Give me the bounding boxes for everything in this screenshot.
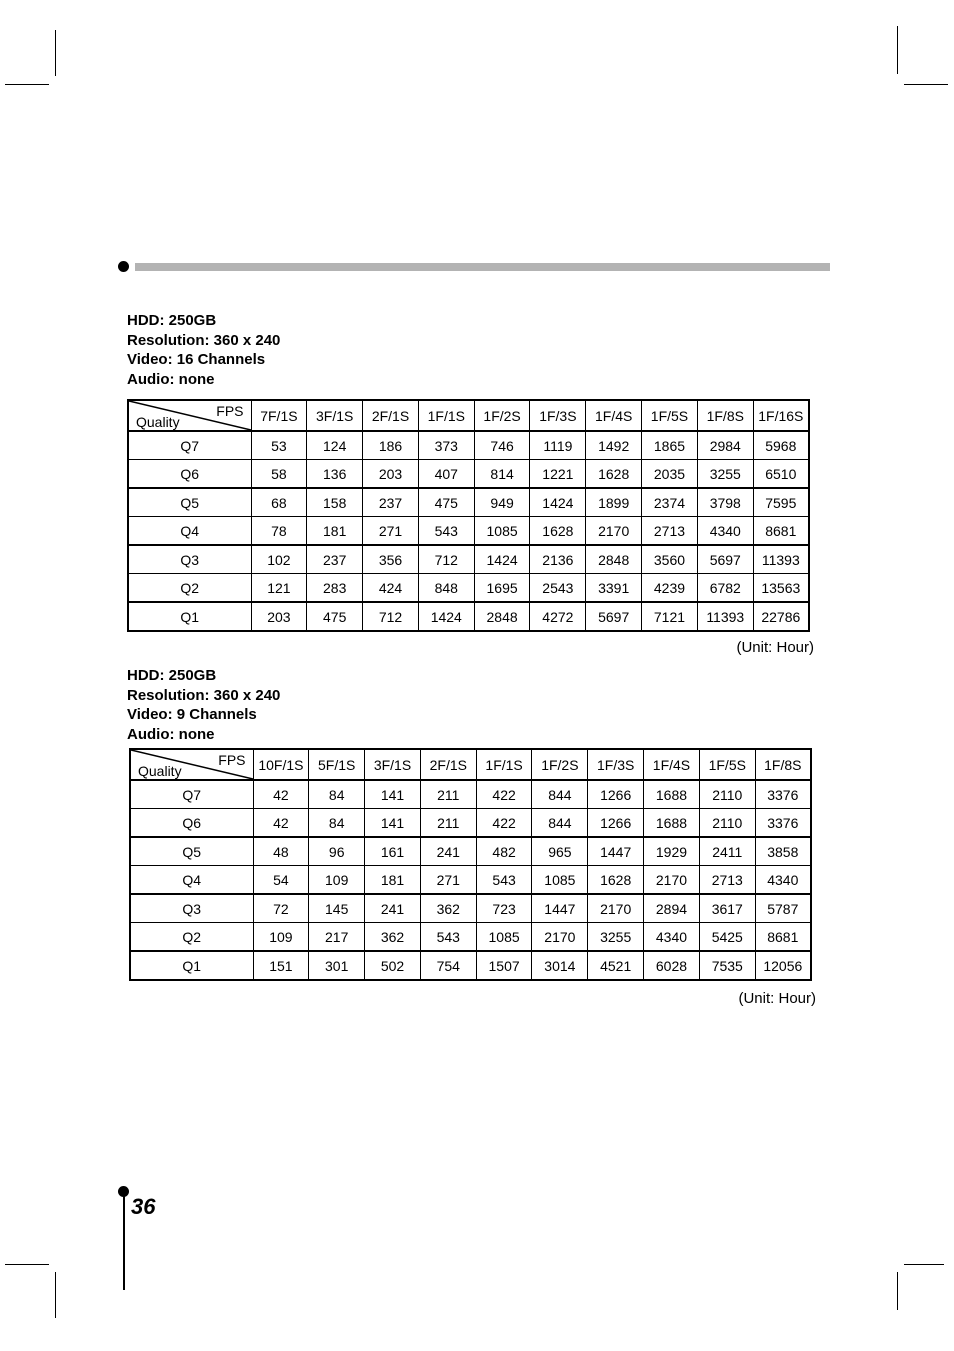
value-cell: 7121 <box>642 602 698 631</box>
value-cell: 3560 <box>642 545 698 574</box>
crop-mark <box>55 1272 56 1318</box>
value-cell: 362 <box>420 894 476 923</box>
value-cell: 151 <box>253 951 309 980</box>
value-cell: 12056 <box>755 951 811 980</box>
value-cell: 475 <box>418 488 474 517</box>
value-cell: 1266 <box>588 780 644 809</box>
value-cell: 121 <box>251 574 307 603</box>
value-cell: 4340 <box>755 866 811 895</box>
value-cell: 84 <box>309 780 365 809</box>
column-header: 1F/2S <box>532 749 588 780</box>
spec-video: Video: 16 Channels <box>127 351 266 368</box>
quality-cell: Q1 <box>130 951 253 980</box>
value-cell: 3376 <box>755 809 811 838</box>
value-cell: 237 <box>307 545 363 574</box>
value-cell: 141 <box>365 780 421 809</box>
column-header: 1F/3S <box>588 749 644 780</box>
value-cell: 2110 <box>699 780 755 809</box>
value-cell: 543 <box>420 923 476 952</box>
value-cell: 53 <box>251 431 307 460</box>
value-cell: 3014 <box>532 951 588 980</box>
value-cell: 283 <box>307 574 363 603</box>
value-cell: 422 <box>476 809 532 838</box>
value-cell: 8681 <box>753 517 809 546</box>
value-cell: 48 <box>253 837 309 866</box>
value-cell: 109 <box>309 866 365 895</box>
table-row <box>128 517 809 546</box>
page-number: 36 <box>131 1194 156 1219</box>
value-cell: 1688 <box>644 809 700 838</box>
value-cell: 965 <box>532 837 588 866</box>
value-cell: 2984 <box>697 431 753 460</box>
unit-note: (Unit: Hour) <box>736 639 814 656</box>
value-cell: 5787 <box>755 894 811 923</box>
value-cell: 424 <box>363 574 419 603</box>
table-row <box>130 780 811 809</box>
value-cell: 68 <box>251 488 307 517</box>
table-row <box>130 809 811 838</box>
spec-hdd: HDD: 250GB <box>127 312 217 329</box>
value-cell: 848 <box>418 574 474 603</box>
quality-cell: Q2 <box>130 923 253 952</box>
table-row <box>128 460 809 489</box>
table-header-row <box>130 749 811 780</box>
quality-cell: Q6 <box>130 809 253 838</box>
table-row <box>128 602 809 631</box>
value-cell: 1628 <box>530 517 586 546</box>
value-cell: 1424 <box>530 488 586 517</box>
table-row <box>128 488 809 517</box>
value-cell: 2411 <box>699 837 755 866</box>
value-cell: 13563 <box>753 574 809 603</box>
value-cell: 949 <box>474 488 530 517</box>
column-header: 1F/3S <box>530 400 586 431</box>
value-cell: 6510 <box>753 460 809 489</box>
unit-note: (Unit: Hour) <box>738 990 816 1007</box>
value-cell: 5697 <box>586 602 642 631</box>
quality-cell: Q7 <box>130 780 253 809</box>
value-cell: 78 <box>251 517 307 546</box>
value-cell: 2170 <box>532 923 588 952</box>
value-cell: 7535 <box>699 951 755 980</box>
value-cell: 241 <box>365 894 421 923</box>
value-cell: 1119 <box>530 431 586 460</box>
column-header: 1F/5S <box>642 400 698 431</box>
value-cell: 6782 <box>697 574 753 603</box>
column-header: 1F/4S <box>586 400 642 431</box>
quality-cell: Q4 <box>130 866 253 895</box>
column-header: 1F/1S <box>418 400 474 431</box>
value-cell: 3391 <box>586 574 642 603</box>
value-cell: 723 <box>476 894 532 923</box>
value-cell: 712 <box>363 602 419 631</box>
value-cell: 181 <box>307 517 363 546</box>
value-cell: 11393 <box>697 602 753 631</box>
table-row <box>130 837 811 866</box>
value-cell: 217 <box>309 923 365 952</box>
value-cell: 22786 <box>753 602 809 631</box>
value-cell: 158 <box>307 488 363 517</box>
value-cell: 746 <box>474 431 530 460</box>
value-cell: 1688 <box>644 780 700 809</box>
value-cell: 11393 <box>753 545 809 574</box>
value-cell: 109 <box>253 923 309 952</box>
value-cell: 1899 <box>586 488 642 517</box>
value-cell: 1085 <box>476 923 532 952</box>
column-header: 5F/1S <box>309 749 365 780</box>
value-cell: 2543 <box>530 574 586 603</box>
crop-mark <box>5 84 49 85</box>
fps-label: FPS <box>218 752 246 768</box>
table-row <box>130 951 811 980</box>
table-row <box>128 574 809 603</box>
crop-mark <box>5 1264 49 1265</box>
value-cell: 814 <box>474 460 530 489</box>
table-row <box>128 545 809 574</box>
value-cell: 136 <box>307 460 363 489</box>
value-cell: 1085 <box>474 517 530 546</box>
value-cell: 543 <box>418 517 474 546</box>
column-header: 1F/8S <box>697 400 753 431</box>
quality-cell: Q1 <box>128 602 251 631</box>
value-cell: 203 <box>363 460 419 489</box>
value-cell: 1424 <box>474 545 530 574</box>
value-cell: 2848 <box>586 545 642 574</box>
value-cell: 362 <box>365 923 421 952</box>
value-cell: 8681 <box>755 923 811 952</box>
value-cell: 2170 <box>588 894 644 923</box>
value-cell: 42 <box>253 809 309 838</box>
value-cell: 1865 <box>642 431 698 460</box>
recording-time-table <box>127 399 810 632</box>
value-cell: 181 <box>365 866 421 895</box>
value-cell: 2894 <box>644 894 700 923</box>
crop-mark <box>55 30 56 76</box>
column-header: 7F/1S <box>251 400 307 431</box>
column-header: 1F/2S <box>474 400 530 431</box>
table-row <box>130 923 811 952</box>
value-cell: 237 <box>363 488 419 517</box>
page-number-rule <box>123 1193 125 1290</box>
value-cell: 5697 <box>697 545 753 574</box>
spec-hdd: HDD: 250GB <box>127 667 217 684</box>
value-cell: 2713 <box>699 866 755 895</box>
value-cell: 1447 <box>532 894 588 923</box>
value-cell: 1695 <box>474 574 530 603</box>
column-header: 3F/1S <box>365 749 421 780</box>
value-cell: 1507 <box>476 951 532 980</box>
value-cell: 3376 <box>755 780 811 809</box>
table-header-row <box>128 400 809 431</box>
value-cell: 1929 <box>644 837 700 866</box>
value-cell: 4521 <box>588 951 644 980</box>
value-cell: 754 <box>420 951 476 980</box>
spec-video: Video: 9 Channels <box>127 706 257 723</box>
quality-cell: Q3 <box>128 545 251 574</box>
value-cell: 5968 <box>753 431 809 460</box>
table-row <box>130 866 811 895</box>
quality-label: Quality <box>138 763 182 779</box>
corner-header-cell <box>128 400 251 431</box>
quality-cell: Q7 <box>128 431 251 460</box>
value-cell: 161 <box>365 837 421 866</box>
value-cell: 482 <box>476 837 532 866</box>
header-bar <box>135 263 830 271</box>
value-cell: 1628 <box>586 460 642 489</box>
table-row <box>128 431 809 460</box>
value-cell: 1424 <box>418 602 474 631</box>
value-cell: 7595 <box>753 488 809 517</box>
value-cell: 2136 <box>530 545 586 574</box>
value-cell: 1266 <box>588 809 644 838</box>
spec-block <box>127 666 280 744</box>
value-cell: 211 <box>420 780 476 809</box>
column-header: 3F/1S <box>307 400 363 431</box>
value-cell: 543 <box>476 866 532 895</box>
column-header: 1F/16S <box>753 400 809 431</box>
value-cell: 271 <box>363 517 419 546</box>
value-cell: 2035 <box>642 460 698 489</box>
quality-cell: Q3 <box>130 894 253 923</box>
quality-cell: Q5 <box>130 837 253 866</box>
spec-block <box>127 311 280 389</box>
value-cell: 54 <box>253 866 309 895</box>
value-cell: 356 <box>363 545 419 574</box>
value-cell: 4340 <box>644 923 700 952</box>
crop-mark <box>897 1272 898 1310</box>
value-cell: 1628 <box>588 866 644 895</box>
crop-mark <box>904 1264 944 1265</box>
value-cell: 2110 <box>699 809 755 838</box>
quality-cell: Q2 <box>128 574 251 603</box>
column-header: 10F/1S <box>253 749 309 780</box>
spec-audio: Audio: none <box>127 725 215 743</box>
value-cell: 475 <box>307 602 363 631</box>
value-cell: 844 <box>532 809 588 838</box>
quality-label: Quality <box>136 414 180 430</box>
value-cell: 3617 <box>699 894 755 923</box>
value-cell: 203 <box>251 602 307 631</box>
corner-header-cell <box>130 749 253 780</box>
value-cell: 2848 <box>474 602 530 631</box>
column-header: 1F/5S <box>699 749 755 780</box>
value-cell: 3255 <box>697 460 753 489</box>
value-cell: 502 <box>365 951 421 980</box>
value-cell: 844 <box>532 780 588 809</box>
value-cell: 422 <box>476 780 532 809</box>
value-cell: 84 <box>309 809 365 838</box>
value-cell: 4272 <box>530 602 586 631</box>
recording-time-table <box>129 748 812 981</box>
value-cell: 42 <box>253 780 309 809</box>
value-cell: 1447 <box>588 837 644 866</box>
value-cell: 407 <box>418 460 474 489</box>
spec-resolution: Resolution: 360 x 240 <box>127 331 281 349</box>
fps-label: FPS <box>216 403 244 419</box>
value-cell: 6028 <box>644 951 700 980</box>
crop-mark <box>897 26 898 74</box>
quality-cell: Q5 <box>128 488 251 517</box>
value-cell: 4239 <box>642 574 698 603</box>
column-header: 2F/1S <box>363 400 419 431</box>
value-cell: 3858 <box>755 837 811 866</box>
spec-resolution: Resolution: 360 x 240 <box>127 686 281 704</box>
value-cell: 271 <box>420 866 476 895</box>
column-header: 2F/1S <box>420 749 476 780</box>
value-cell: 2170 <box>644 866 700 895</box>
value-cell: 2170 <box>586 517 642 546</box>
value-cell: 301 <box>309 951 365 980</box>
value-cell: 1085 <box>532 866 588 895</box>
value-cell: 1492 <box>586 431 642 460</box>
value-cell: 211 <box>420 809 476 838</box>
crop-mark <box>904 84 948 85</box>
value-cell: 712 <box>418 545 474 574</box>
column-header: 1F/8S <box>755 749 811 780</box>
value-cell: 3798 <box>697 488 753 517</box>
value-cell: 241 <box>420 837 476 866</box>
value-cell: 3255 <box>588 923 644 952</box>
value-cell: 141 <box>365 809 421 838</box>
quality-cell: Q4 <box>128 517 251 546</box>
value-cell: 102 <box>251 545 307 574</box>
value-cell: 72 <box>253 894 309 923</box>
quality-cell: Q6 <box>128 460 251 489</box>
spec-audio: Audio: none <box>127 370 215 388</box>
value-cell: 2374 <box>642 488 698 517</box>
value-cell: 1221 <box>530 460 586 489</box>
value-cell: 124 <box>307 431 363 460</box>
value-cell: 186 <box>363 431 419 460</box>
header-bullet <box>118 261 129 272</box>
value-cell: 373 <box>418 431 474 460</box>
column-header: 1F/1S <box>476 749 532 780</box>
value-cell: 58 <box>251 460 307 489</box>
value-cell: 145 <box>309 894 365 923</box>
value-cell: 2713 <box>642 517 698 546</box>
table-row <box>130 894 811 923</box>
column-header: 1F/4S <box>644 749 700 780</box>
value-cell: 96 <box>309 837 365 866</box>
value-cell: 5425 <box>699 923 755 952</box>
value-cell: 4340 <box>697 517 753 546</box>
